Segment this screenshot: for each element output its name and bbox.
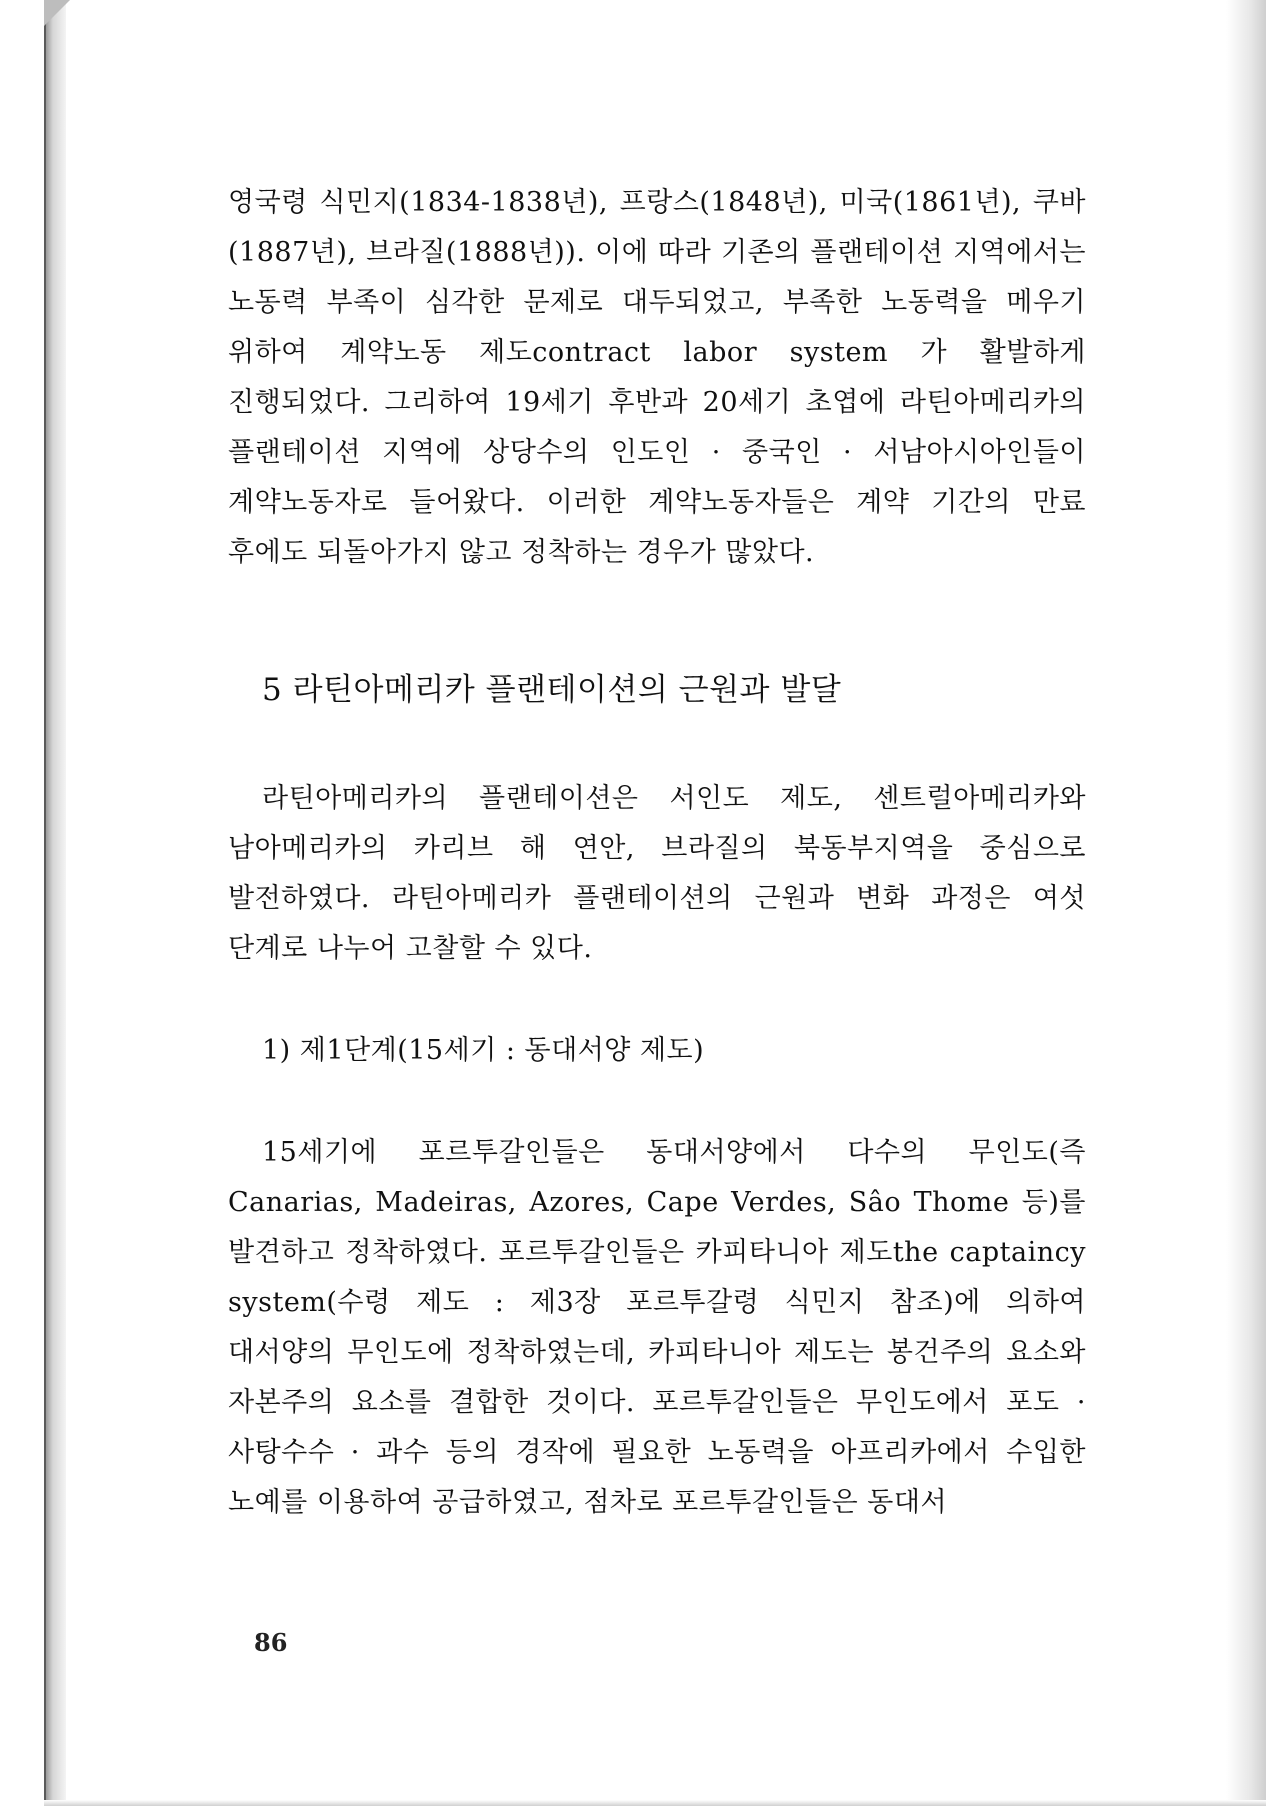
subsection-heading: 1) 제1단계(15세기 : 동대서양 제도) — [262, 1035, 705, 1066]
section-heading: 5 라틴아메리카 플랜테이션의 근원과 발달 — [262, 672, 842, 708]
page-body — [228, 178, 1086, 1528]
paragraph-contract-labor: 영국령 식민지(1834-1838년), 프랑스(1848년), 미국(1861년), 쿠바(1887년), 브라질(1888년)). 이에 따라 기존의 플랜테이션 지역에서는 노동력 부족이 심각한 문제로 대두되었고, 부족한 노동력을 메우기 위하여 계약노동 제도contract labor system 가 활발하게 진행되었다. 그리하여 19세기 후반과 20세기 초엽에 라틴아메리카의 플랜테이션 지역에 상당수의 인도인 · 중국인 · 서남아시아인들이 계약노동자로 들어왔다. 이러한 계약노동자들은 계약 기간의 만료 후에도 되돌아가지 않고 정착하는 경우가 많았다. — [228, 187, 1086, 568]
page-right-edge — [1226, 0, 1266, 1806]
page-number: 86 — [254, 1628, 288, 1657]
page-bottom-edge — [44, 1800, 1266, 1806]
book-spine-edge — [44, 0, 46, 1806]
page-corner — [44, 0, 70, 26]
book-spine-shadow — [44, 0, 66, 1806]
paragraph-plantation-overview: 라틴아메리카의 플랜테이션은 서인도 제도, 센트럴아메리카와 남아메리카의 카리브 해 연안, 브라질의 북동부지역을 중심으로 발전하였다. 라틴아메리카 플랜테이션의 근원과 변화 과정은 여섯 단계로 나누어 고찰할 수 있다. — [228, 783, 1086, 964]
paragraph-stage-one: 15세기에 포르투갈인들은 동대서양에서 다수의 무인도(즉 Canarias, Madeiras, Azores, Cape Verdes, Sâo Thome 등)를 발견하고 정착하였다. 포르투갈인들은 카피타니아 제도the captaincy system(수령 제도 : 제3장 포르투갈령 식민지 참조)에 의하여 대서양의 무인도에 정착하였는데, 카피타니아 제도는 봉건주의 요소와 자본주의 요소를 결합한 것이다. 포르투갈인들은 무인도에서 포도 · 사탕수수 · 과수 등의 경작에 필요한 노동력을 아프리카에서 수입한 노예를 이용하여 공급하였고, 점차로 포르투갈인들은 동대서 — [228, 1137, 1086, 1518]
